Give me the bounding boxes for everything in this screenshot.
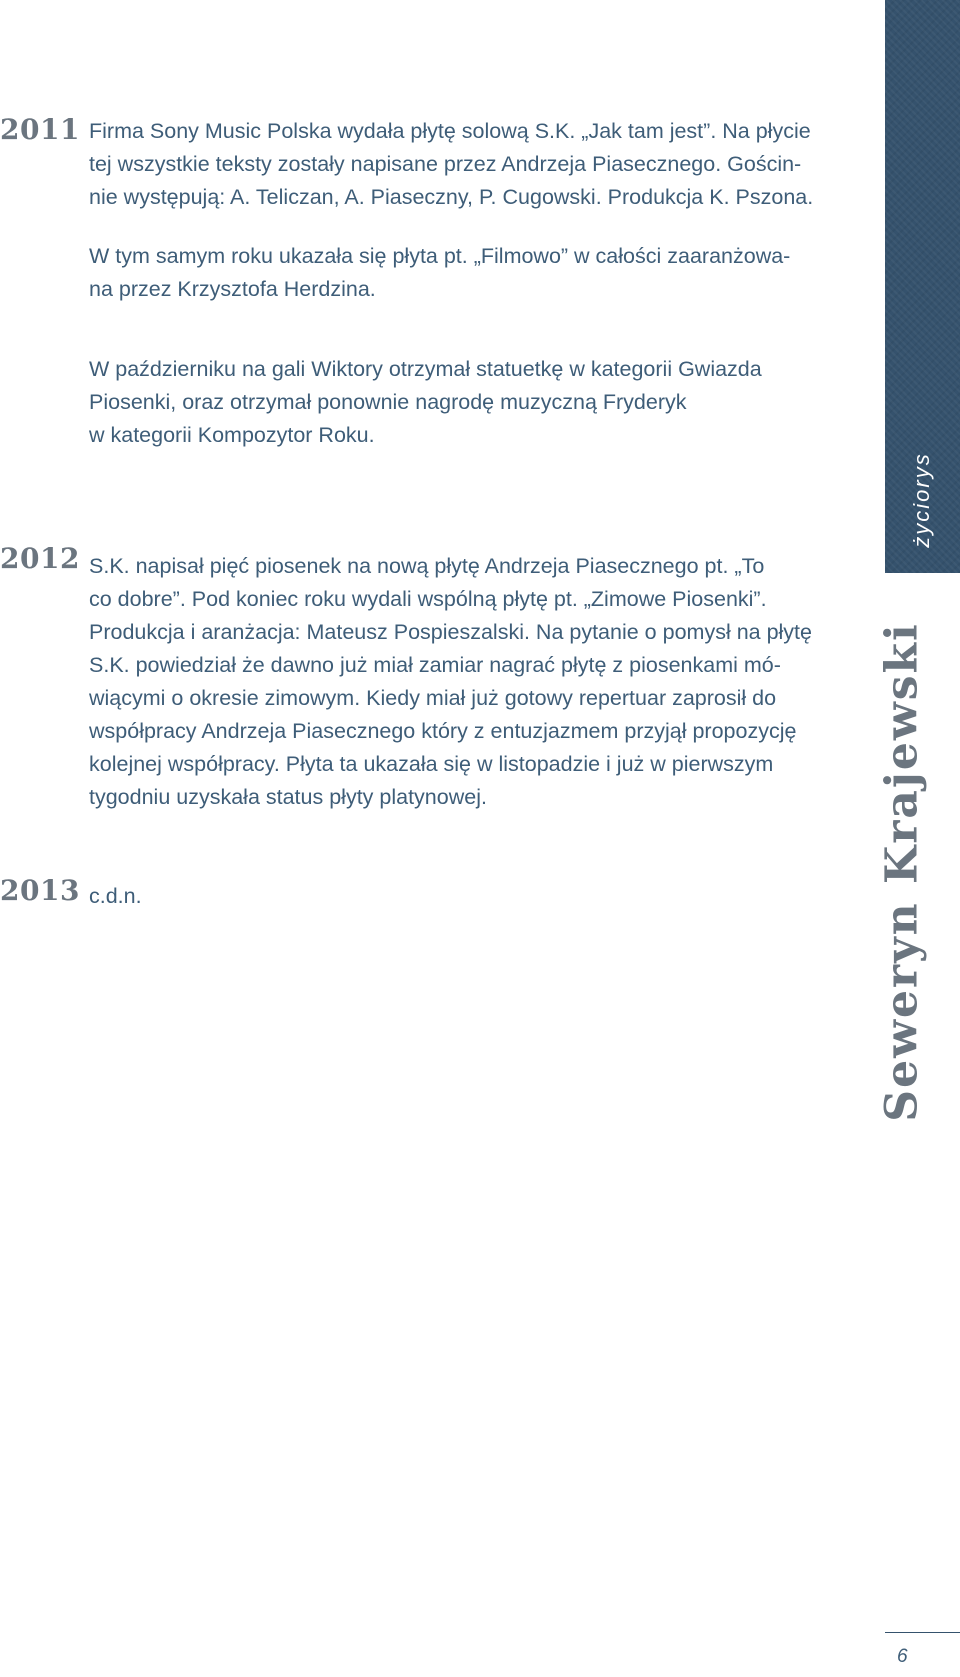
page-number: 6 xyxy=(897,1646,908,1667)
section-label: życiorys xyxy=(909,452,934,548)
paragraph: c.d.n. xyxy=(89,884,142,908)
paragraph: Firma Sony Music Polska wydała płytę solową S.K. „Jak tam jest”. Na płycie tej wszystkie teksty zostały napisane przez Andrzeja Piasecznego. Gościn- nie występują: A. Teliczan, A. Piaseczny, P. Cugowski. Produkcja K. Pszona. xyxy=(89,119,814,209)
author-name: Seweryn Krajewski xyxy=(876,622,928,1122)
year-2013: 2013 xyxy=(0,874,80,907)
paragraph: W październiku na gali Wiktory otrzymał statuetkę w kategorii Gwiazda Piosenki, oraz otrzymał ponownie nagrodę muzyczną Fryderyk w kategorii Kompozytor Roku. xyxy=(89,357,762,447)
year-2012: 2012 xyxy=(0,542,80,575)
paragraph: S.K. napisał pięć piosenek na nową płytę Andrzeja Piasecznego pt. „To co dobre”. Pod koniec roku wydali wspólną płytę pt. „Zimowe Piosenki”. Produkcja i aranżacja: Mateusz Pospieszalski. Na pytanie o pomysł na płytę S.K. powiedział że dawno już miał zamiar nagrać płytę z piosenkami mó- wiącymi o okresie zimowym. Kiedy miał już gotowy repertuar zaprosił do współpracy Andrzeja Piasecznego który z entuzjazmem przyjął propozycję kolejnej współpracy. Płyta ta ukazała się w listopadzie i już w pierwszym tygodniu uzyskała status płyty platynowej. xyxy=(89,554,812,809)
footer-rule xyxy=(885,1632,960,1633)
paragraph: W tym samym roku ukazała się płyta pt. „Filmowo” w całości zaaranżowa- na przez Krzysztofa Herdzina. xyxy=(89,244,791,301)
year-2011: 2011 xyxy=(0,113,80,146)
